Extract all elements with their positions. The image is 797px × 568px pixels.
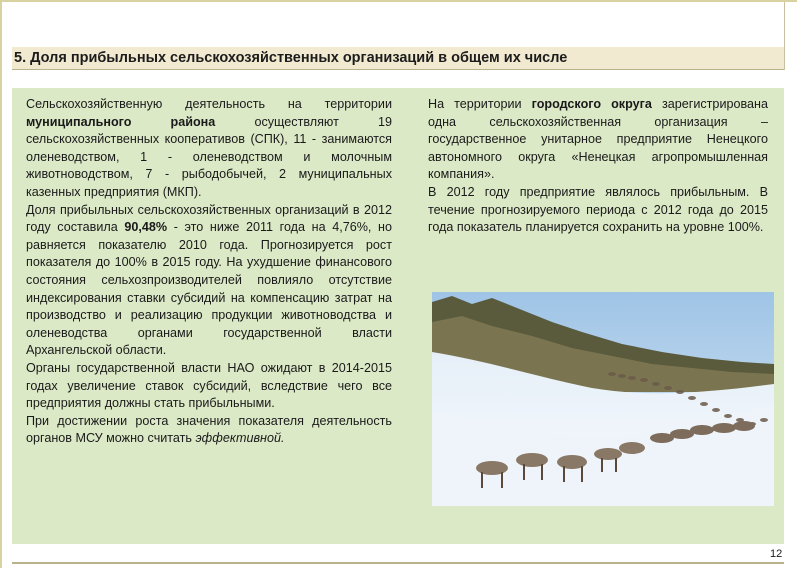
right-paragraph-1 — [428, 96, 768, 184]
bold-text: городского округа — [531, 97, 652, 111]
text-span: Доля прибыльных сельскохозяйственных организаций в 2012 году составила — [26, 202, 392, 235]
header-right-divider — [784, 2, 785, 70]
left-border-line — [0, 0, 2, 568]
text-span: - это ниже 2011 года на 4,76%, но равняется показателю 2010 года. Прогнозируется рост показателя до 100% в 2015 году. На ухудшение финансового состояния сельхозпроизводителей повлияло отсутствие индексирования ставки субсидий на компенсацию затрат на производство и реализацию продукции животноводства и оленеводства органами государственной власти Архангельской области. — [26, 220, 392, 358]
italic-text: эффективной. — [195, 431, 285, 446]
left-paragraph-1 — [26, 96, 392, 202]
top-border-line — [0, 0, 797, 2]
text-span: На территории — [428, 97, 532, 111]
text-span: зарегистрирована одна сельскохозяйственная организация – государственное унитарное предприятие Ненецкого автономного округа «Ненецкая агропромышленная компания». — [428, 97, 768, 182]
bold-percentage: 90,48% — [124, 220, 168, 235]
reindeer-herd-photo — [432, 292, 774, 506]
page-number: 12 — [770, 548, 783, 560]
right-paragraph-2: В 2012 году предприятие являлось прибыльным. В течение прогнозируемого периода с 2012 года до 2015 года показатель планируется сохранить на уровне 100%. — [428, 184, 768, 235]
left-paragraph-2 — [26, 202, 392, 360]
left-paragraph-3: Органы государственной власти НАО ожидают в 2014-2015 годах увеличение ставок субсидий, вследствие чего все предприятия должны стать прибыльными. — [26, 360, 392, 411]
bold-text: муниципального района — [26, 114, 216, 129]
left-paragraph-4 — [26, 413, 392, 448]
right-text-column — [428, 96, 768, 237]
text-span: При достижении роста значения показателя деятельность органов МСУ можно считать — [26, 413, 392, 446]
slide-title: 5. Доля прибыльных сельскохозяйственных организаций в общем их числе — [14, 50, 568, 66]
text-span: осуществляют 19 сельскохозяйственных кооперативов (СПК), 11 - занимаются оленеводством, 1 - оленеводством и молочным животноводством, 7 - рыбодобычей, 2 муниципальных казенных предприятия (МКП). — [26, 114, 393, 199]
left-text-column — [26, 96, 392, 448]
text-span: Сельскохозяйственную деятельность на территории — [26, 97, 392, 111]
bottom-border-line — [12, 562, 784, 564]
